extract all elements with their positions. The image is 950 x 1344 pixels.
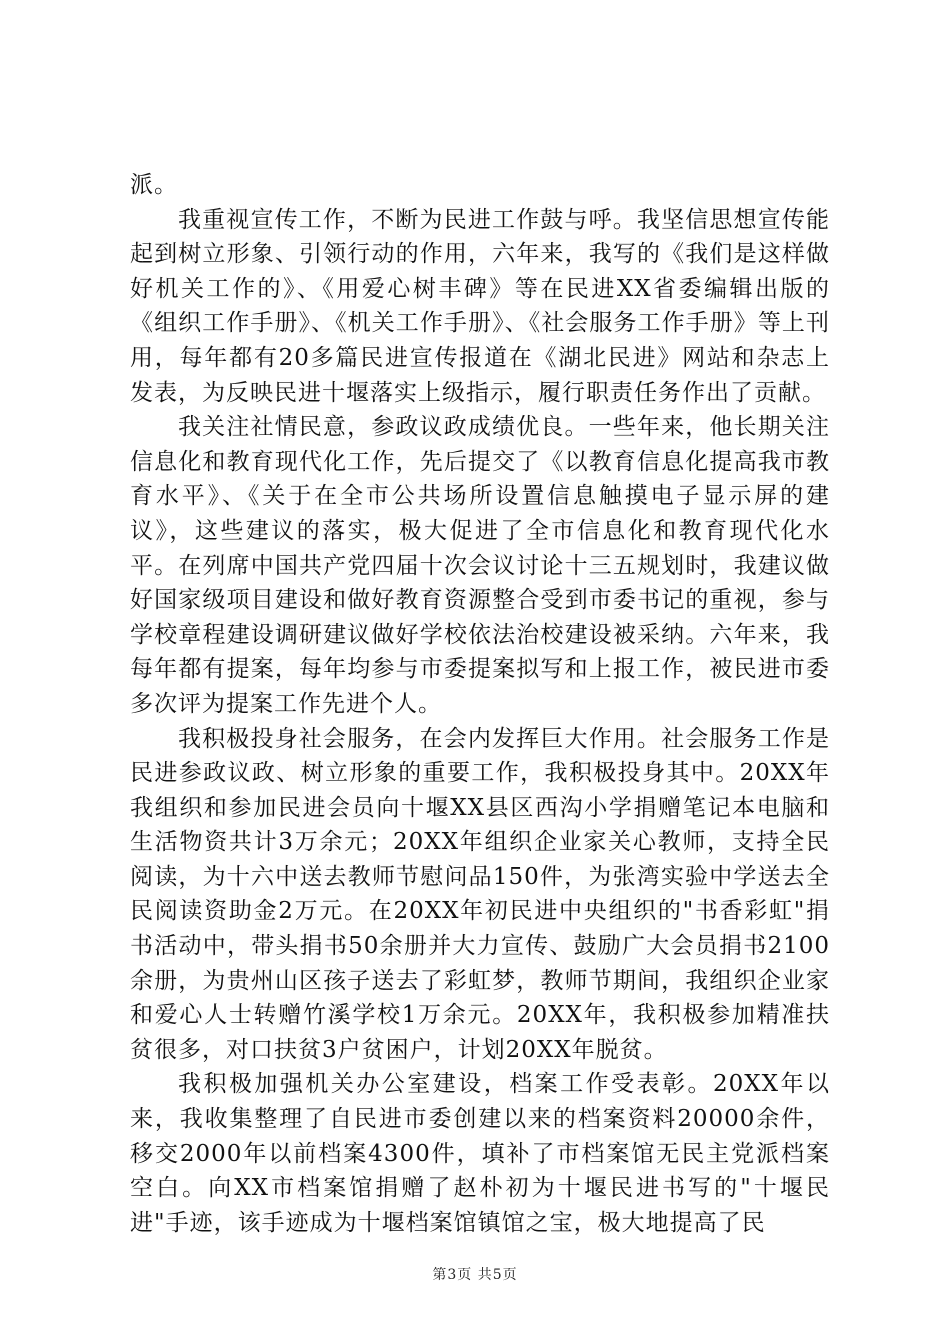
document-body <box>130 168 830 1240</box>
paragraph-social-service: 我积极投身社会服务，在会内发挥巨大作用。社会服务工作是民进参政议政、树立形象的重要工作，我积极投身其中。20XX年我组织和参加民进会员向十堰XX县区西沟小学捐赠笔记本电脑和生活物资共计3万余元；20XX年组织企业家关心教师，支持全民阅读，为十六中送去教师节慰问品150件，为张湾实验中学送去全民阅读资助金2万元。在20XX年初民进中央组织的"书香彩虹"捐书活动中，带头捐书50余册并大力宣传、鼓励广大会员捐书2100余册，为贵州山区孩子送去了彩虹梦，教师节期间，我组织企业家和爱心人士转赠竹溪学校1万余元。20XX年，我积极参加精准扶贫很多，对口扶贫3户贫困户，计划20XX年脱贫。 <box>130 725 830 1063</box>
page-number-footer: 第3页 共5页 <box>432 1267 518 1283</box>
paragraph-continuation: 派。 <box>130 172 178 198</box>
paragraph-archives: 我积极加强机关办公室建设，档案工作受表彰。20XX年以来，我收集整理了自民进市委创建以来的档案资料20000余件，移交2000年以前档案4300件，填补了市档案馆无民主党派档案空白。向XX市档案馆捐赠了赵朴初为十堰民进书写的"十堰民进"手迹，该手迹成为十堰档案馆镇馆之宝，极大地提高了民 <box>130 1071 830 1236</box>
paragraph-publicity: 我重视宣传工作，不断为民进工作鼓与呼。我坚信思想宣传能起到树立形象、引领行动的作用，六年来，我写的《我们是这样做好机关工作的》、《用爱心树丰碑》等在民进XX省委编辑出版的《组织工作手册》、《机关工作手册》、《社会服务工作手册》等上刊用，每年都有20多篇民进宣传报道在《湖北民进》网站和杂志上发表，为反映民进十堰落实上级指示，履行职责任务作出了贡献。 <box>130 206 830 406</box>
paragraph-politics: 我关注社情民意，参政议政成绩优良。一些年来，他长期关注信息化和教育现代化工作，先后提交了《以教育信息化提高我市教育水平》、《关于在全市公共场所设置信息触摸电子显示屏的建议》，这些建议的落实，极大促进了全市信息化和教育现代化水平。在列席中国共产党四届十次会议讨论十三五规划时，我建议做好国家级项目建设和做好教育资源整合受到市委书记的重视，参与学校章程建设调研建议做好学校依法治校建设被采纳。六年来，我每年都有提案，每年均参与市委提案拟写和上报工作，被民进市委多次评为提案工作先进个人。 <box>130 414 830 717</box>
